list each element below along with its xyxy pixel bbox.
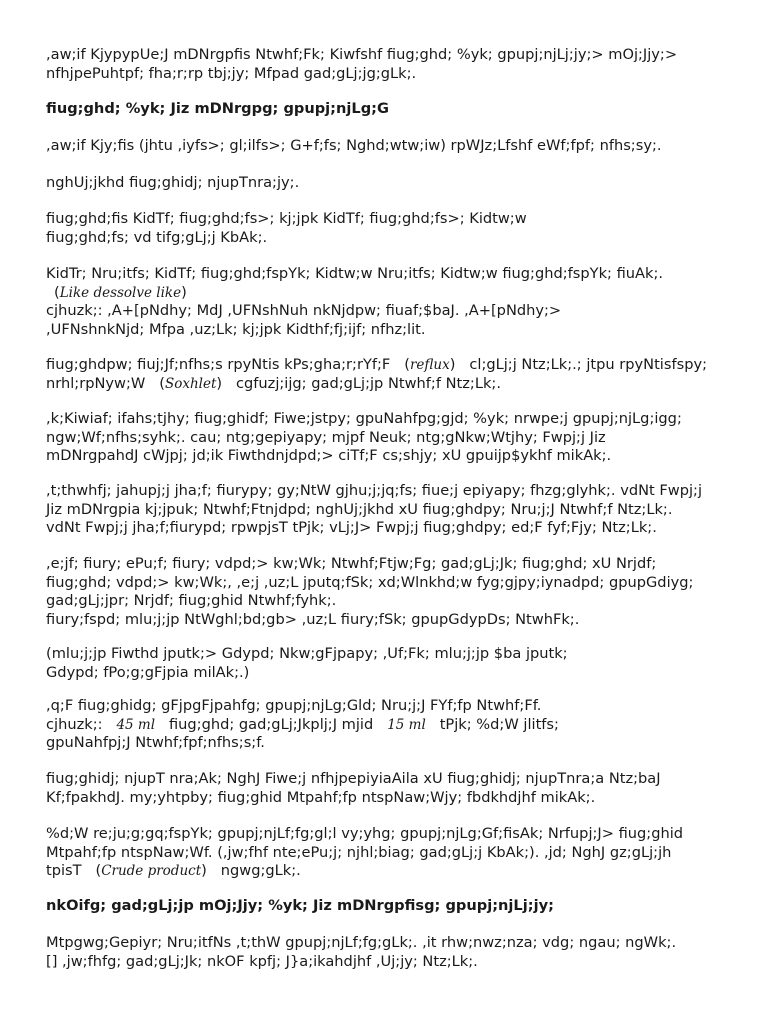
text-line: gpuNahfpj;J Ntwhf;fpf;nfhs;s;f. [46, 734, 265, 752]
text-line: [] ,jw;fhfg; gad;gLj;Jk; nkOF kpfj; J}a;ikahdjhf ,Uj;jy; Ntz;Lk;. [46, 952, 478, 970]
math-reflux: reflux [409, 357, 450, 373]
section-heading-solvent-extraction: fiug;ghd; %yk; Jiz mDNrgpg; gpupj;njLg;G [46, 100, 389, 117]
text-line: vdNt Fwpj;j jha;f;fiurypd; rpwpjsT tPjk; vLj;J> Fwpj;j fiug;ghdpy; ed;F fyf;Fjy; Ntz;Lk;. [46, 519, 657, 537]
paragraph-essential-oils [46, 934, 748, 971]
paragraph-mother-solution [46, 482, 748, 538]
paragraph-intro [46, 46, 748, 83]
text-line: ,k;Kiwiaf; ifahs;tjhy; fiug;ghidf; Fiwe;jstpy; gpuNahfpg;gjd; %yk; nrwpe;j gpupj;njLg;igg; [46, 410, 682, 427]
math-soxhlet: Soxhlet [164, 375, 217, 392]
text-line: ,aw;if KjypypUe;J mDNrgpfis Ntwhf;Fk; Kiwfshf fiug;ghd; %yk; gpupj;njLj;jy;> mOj;Jjy;> [46, 46, 678, 63]
text-line: ,UFNshnkNjd; Mfpa ,uz;Lk; kj;jpk Kidthf;fj;ijf; nfhz;lit. [46, 320, 426, 338]
text-fragment: tPjk; %d;W jlitfs; [439, 715, 559, 733]
paragraph-crude-product: %d;W re;ju;g;gq;fspYk; gpupj;njLf;fg;gl;l vy;yhg; gpupj;njLg;Gf;fisAk; Nrfupj;J> fiug;ghid Mtpahf;fp ntspNaw;Wf. (,jw;fhf nte;ePu;j; njhl;biag; gad;gLj;j KbAk;). ,jd; NghJ gz;gLj;jh tpisT (Crude product) ngwg;gLk;. [46, 825, 748, 881]
paragraph-step-2: nghUj;jkhd fiug;ghidj; njupTnra;jy;. [46, 174, 300, 191]
text-fragment: cl;gLj;j Ntz;Lk;.; jtpu rpyNtisfspy; [469, 356, 708, 373]
paragraph-reflux: fiug;ghdpw; fiuj;Jf;nfhs;s rpyNtis kPs;gha;r;rYf;F (reflux) cl;gLj;j Ntz;Lk;.; jtpu rpyNtisfspy; nrhl;rpNyw;W (Soxhlet) cgfuzj;ijg; gad;gLj;jp Ntwhf;f Ntz;Lk;. [46, 356, 708, 392]
text-line: ,e;jf; fiury; ePu;f; fiury; vdpd;> kw;Wk; Ntwhf;Ftjw;Fg; gad;gLj;Jk; fiug;ghd; xU Nrjdf; [46, 555, 657, 572]
text-line: %d;W re;ju;g;gq;fspYk; gpupj;njLf;fg;gl;l vy;yhg; gpupj;njLg;Gf;fisAk; Nrfupj;J> fiug;ghid [46, 825, 684, 842]
text-line: Gdypd; fPo;g;gFjpia milAk;.) [46, 663, 250, 681]
math-like-dissolves-like: Like dessolve like [59, 284, 182, 301]
math-45-ml: 45 ml [116, 716, 156, 733]
text-line: mDNrgpahdJ cWjpj; jd;ik Fiwthdnjdpd;> ciTf;F cs;shjy; xU gpuijp$ykhf mikAk;. [46, 447, 612, 465]
paragraph-boiling-point [46, 770, 748, 807]
text-line: Jiz mDNrgpia kj;jpuk; Ntwhf;Ftnjdpd; nghUj;jkhd xU fiug;ghdpy; Nru;j;J Ntwhf;f Ntz;Lk;. [46, 500, 673, 518]
text-line: ngw;Wf;nfhs;syhk;. cau; ntg;gepiyapy; mjpf Neuk; ntg;gNkw;Wtjhy; Fwpj;j Jiz [46, 428, 606, 446]
text-line: fiug;ghidj; njupT nra;Ak; NghJ Fiwe;j nfhjpepiyiaAila xU fiug;ghidj; njupTnra;a Ntz;baJ [46, 770, 661, 787]
text-fragment: cjhuzk;: [46, 715, 103, 733]
paragraph-step-1: ,aw;if Kjy;fis (jhtu ,iyfs>; gl;ilfs>; G+f;fs; Nghd;wtw;iw) rpWJz;Lfshf eWf;fpf; nfhs;sy;. [46, 137, 662, 154]
text-line: ,q;F fiug;ghidg; gFjpgFjpahfg; gpupj;njLg;Gld; Nru;j;J FYf;fp Ntwhf;Ff. [46, 697, 542, 714]
text-line: fiug;ghd;fis KidTf; fiug;ghd;fs>; kj;jpk KidTf; fiug;ghd;fs>; Kidtw;w [46, 210, 527, 227]
text-fragment: fiug;ghdpw; fiuj;Jf;nfhs;s rpyNtis kPs;gha;r;rYf;F [46, 356, 391, 373]
text-line: nfhjpePuhtpf; fha;r;rp tbj;jy; Mfpad gad;gLj;jg;gLk;. [46, 64, 417, 82]
paragraph-polarity [46, 265, 748, 339]
paragraph-example [46, 697, 748, 753]
math-15-ml: 15 ml [387, 716, 426, 733]
text-fragment: fiug;ghd; gad;gLj;Jkplj;J mjid [168, 715, 374, 733]
paragraph-method [46, 410, 748, 466]
text-line: fiury;fspd; mlu;j;jp NtWghl;bd;gb> ,uz;L fiury;fSk; gpupGdypDs; NtwhFk;. [46, 610, 580, 628]
paragraph-density-note [46, 645, 748, 682]
text-fragment: ngwg;gLk;. [220, 862, 301, 880]
text-line: fiug;ghd;fs; vd tifg;gLj;j KbAk;. [46, 228, 268, 246]
text-fragment: cgfuzj;ijg; gad;gLj;jp Ntwhf;f Ntz;Lk;. [236, 374, 501, 392]
text-line: (mlu;j;jp Fiwthd jputk;> Gdypd; Nkw;gFjpapy; ,Uf;Fk; mlu;j;jp $ba jputk; [46, 645, 568, 662]
text-fragment: nrhl;rpNyw;W [46, 374, 146, 392]
section-heading-enfleurage: nkOifg; gad;gLj;jp mOj;Jjy; %yk; Jiz mDNrgpfisg; gpupj;njLj;jy; [46, 897, 554, 914]
math-crude-product: Crude product [101, 863, 202, 880]
text-line: Mtpgwg;Gepiyr; Nru;itfNs ,t;thW gpupj;njLf;fg;gLk;. ,it rhw;nwz;nza; vdg; ngau; ngWk;. [46, 934, 677, 951]
text-line: ,t;thwhfj; jahupj;j jha;f; fiurypy; gy;NtW gjhu;j;jq;fs; fiue;j epiyapy; fhzg;glyhk;. vdNt Fwpj;j [46, 482, 702, 499]
text-line: fiug;ghd; vdpd;> kw;Wk;, ,e;j ,uz;L jputq;fSk; xd;Wlnkhd;w fyg;gjpy;iynadpd; gpupGdiyg; [46, 573, 694, 591]
text-line: Mtpahf;fp ntspNaw;Wf. (,jw;fhf nte;ePu;j; njhl;biag; gad;gLj;j KbAk;). ,jd; NghJ gz;gLj;jh [46, 843, 672, 861]
text-line: KidTr; Nru;itfs; KidTf; fiug;ghd;fspYk; Kidtw;w Nru;itfs; Kidtw;w fiug;ghd;fspYk; fiuAk;. [46, 265, 664, 282]
text-line: Kf;fpakhdJ. my;yhtpby; fiug;ghid Mtpahf;fp ntspNaw;Wjy; fbdkhdjhf mikAk;. [46, 788, 596, 806]
text-line: gad;gLj;jpr; Nrjdf; fiug;ghid Ntwhf;fyhk;. [46, 592, 337, 610]
text-line: (Like dessolve like) [54, 283, 187, 301]
paragraph-solvent-types [46, 210, 748, 247]
text-line: cjhuzk;: ,A+[pNdhy; MdJ ,UFNshNuh nkNjdpw; fiuaf;$baJ. ,A+[pNdhy;> [46, 302, 562, 320]
paragraph-separating-funnel [46, 555, 748, 629]
text-fragment: tpisT [46, 862, 82, 880]
